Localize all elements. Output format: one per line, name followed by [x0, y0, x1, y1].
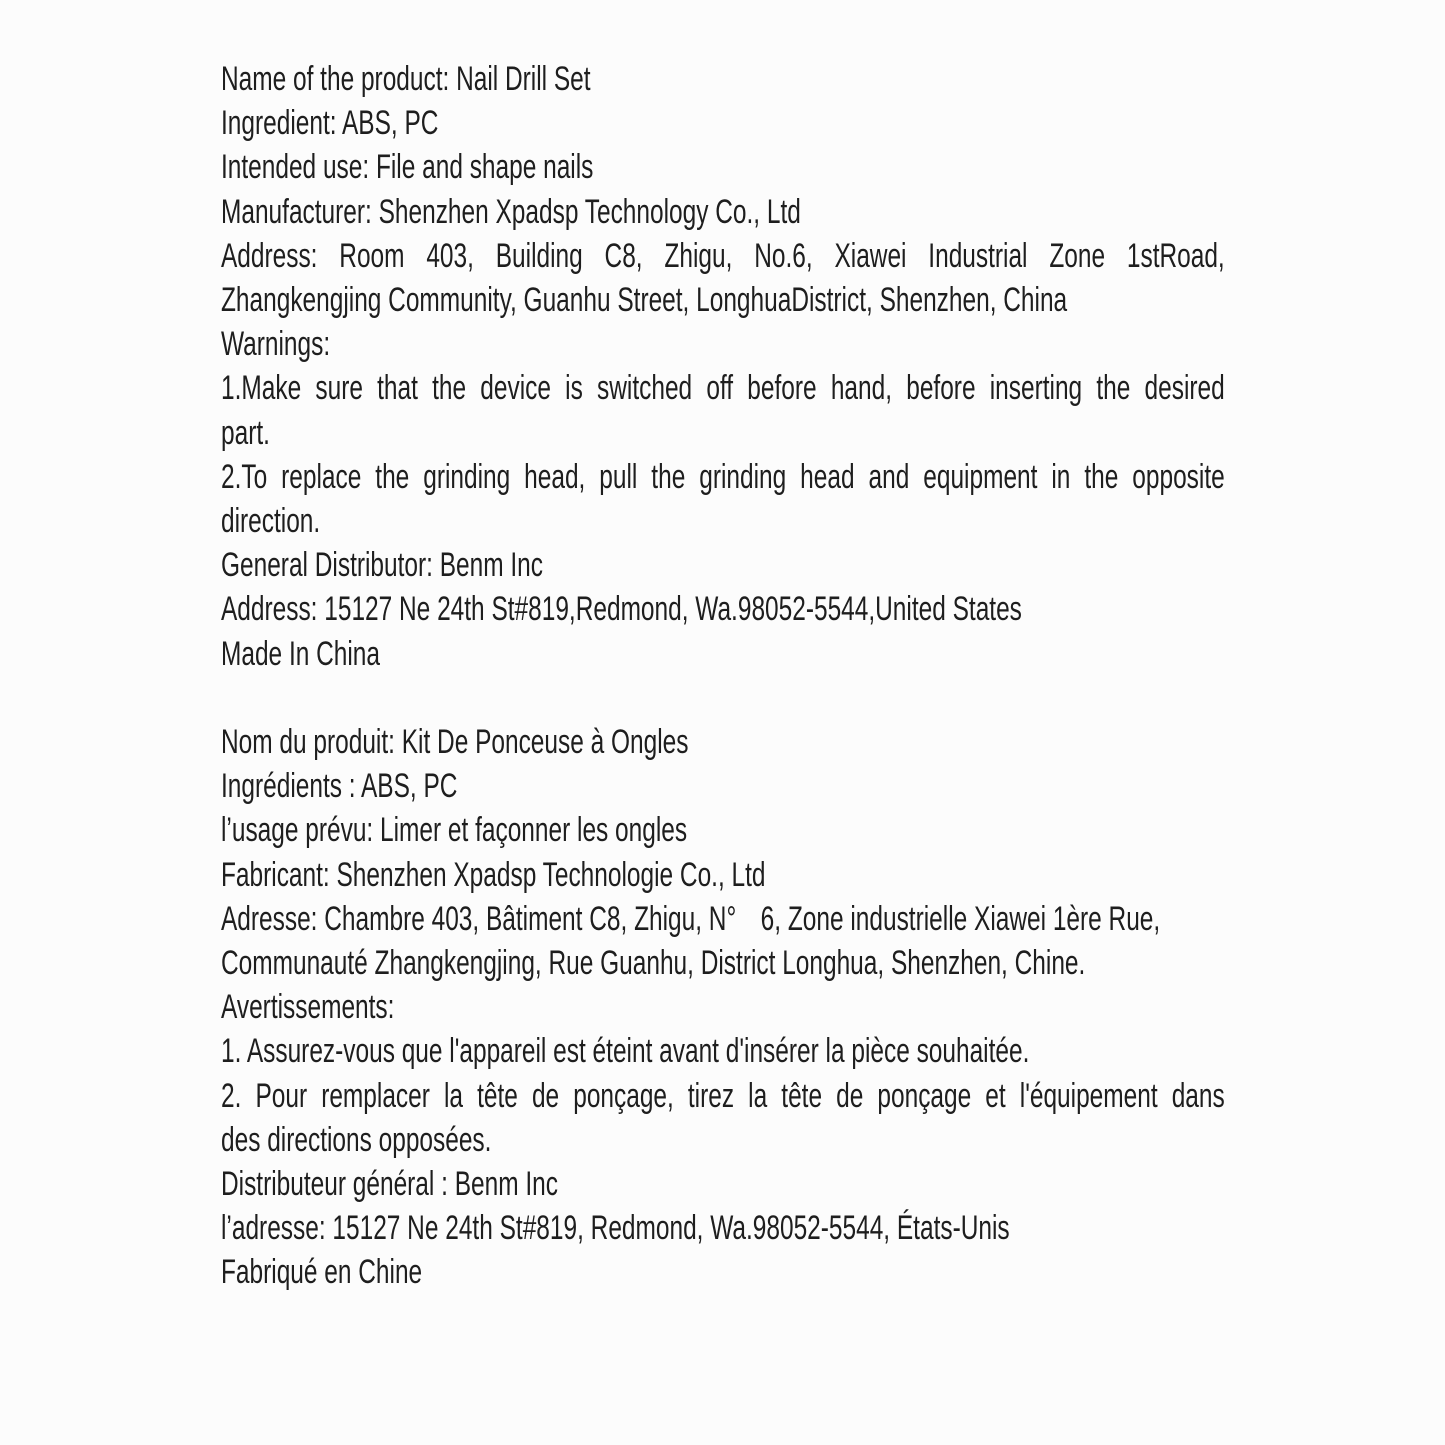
- en-distributor-address: Address: 15127 Ne 24th St#819,Redmond, Wa.98052-5544,United States: [221, 590, 1022, 629]
- fr-warnings-heading: Avertissements:: [221, 988, 395, 1027]
- en-product-name: Name of the product: Nail Drill Set: [221, 60, 591, 98]
- en-warning-1-line-2: part.: [221, 413, 270, 452]
- en-warning-2-line-1: 2.To replace the grinding head, pull the grinding head and equipment in the opposite: [221, 457, 1225, 496]
- fr-manufacturer-address-line-1: Adresse: Chambre 403, Bâtiment C8, Zhigu, N° 6, Zone industrielle Xiawei 1ère Rue,: [221, 899, 1161, 938]
- fr-manufacturer: Fabricant: Shenzhen Xpadsp Technologie Co., Ltd: [221, 855, 766, 894]
- fr-manufacturer-address-line-2: Communauté Zhangkengjing, Rue Guanhu, District Longhua, Shenzhen, Chine.: [221, 944, 1086, 983]
- product-label-document: [221, 57, 1225, 1295]
- fr-product-name: Nom du produit: Kit De Ponceuse à Ongles: [221, 723, 689, 762]
- en-warning-1-line-1: 1.Make sure that the device is switched off before hand, before inserting the desired: [221, 369, 1225, 408]
- en-warning-2-line-2: direction.: [221, 502, 321, 541]
- french-section: [221, 720, 1225, 1295]
- fr-warning-1: 1. Assurez-vous que l'appareil est éteint avant d'insérer la pièce souhaitée.: [221, 1032, 1030, 1071]
- en-manufacturer-address-line-2: Zhangkengjing Community, Guanhu Street, LonghuaDistrict, Shenzhen, China: [221, 281, 1068, 320]
- fr-intended-use: l’usage prévu: Limer et façonner les ongles: [221, 811, 688, 850]
- en-distributor: General Distributor: Benm Inc: [221, 546, 543, 585]
- en-ingredient: Ingredient: ABS, PC: [221, 104, 439, 143]
- fr-warning-2-line-2: des directions opposées.: [221, 1120, 492, 1159]
- fr-distributor-address: l’adresse: 15127 Ne 24th St#819, Redmond, Wa.98052-5544, États-Unis: [221, 1209, 1010, 1248]
- english-section: [221, 57, 1225, 676]
- en-warnings-heading: Warnings:: [221, 325, 331, 364]
- fr-distributor: Distributeur général : Benm Inc: [221, 1165, 558, 1204]
- en-manufacturer-address-line-1: Address: Room 403, Building C8, Zhigu, No.6, Xiawei Industrial Zone 1stRoad,: [221, 236, 1225, 275]
- en-manufacturer: Manufacturer: Shenzhen Xpadsp Technology Co., Ltd: [221, 192, 801, 231]
- en-made-in-china: Made In China: [221, 634, 381, 673]
- en-intended-use: Intended use: File and shape nails: [221, 148, 594, 187]
- fr-made-in-china: Fabriqué en Chine: [221, 1253, 423, 1292]
- fr-ingredient: Ingrédients : ABS, PC: [221, 767, 458, 806]
- fr-warning-2-line-1: 2. Pour remplacer la tête de ponçage, tirez la tête de ponçage et l'équipement dans: [221, 1076, 1225, 1115]
